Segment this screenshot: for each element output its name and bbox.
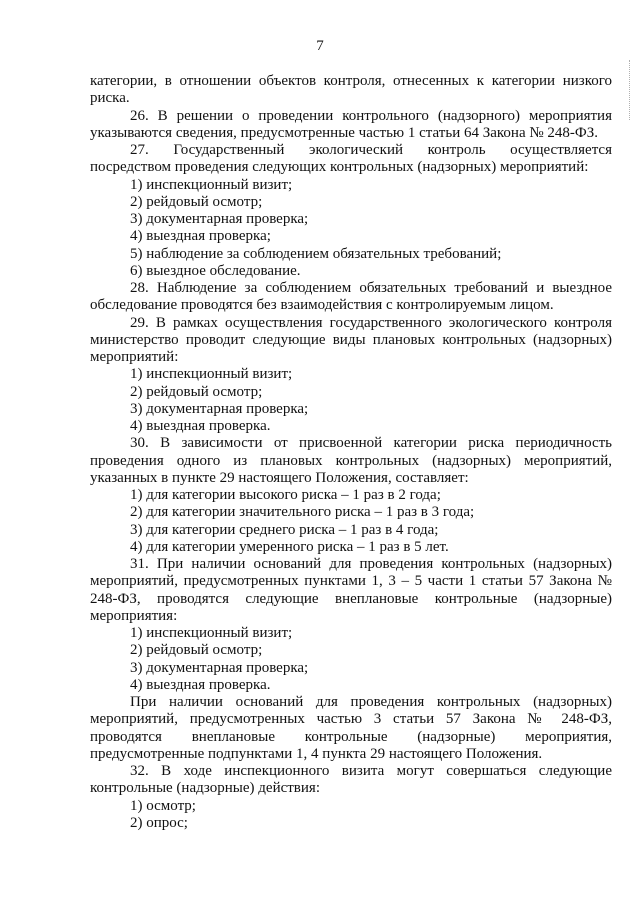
list-item: 4) выездная проверка. — [130, 418, 271, 434]
list-item: 5) наблюдение за соблюдением обязательных требований; — [130, 245, 502, 262]
paragraph-32: 32. В ходе инспекционного визита могут совершаться следующие контрольные (надзорные) действия: — [90, 763, 612, 797]
list-item: 1) инспекционный визит; — [130, 176, 293, 193]
list-item: 1) для категории высокого риска – 1 раз в 2 года; — [130, 487, 441, 503]
list-item: 4) выездная проверка; — [130, 228, 271, 245]
paragraph-27: 27. Государственный экологический контроль осуществляется посредством проведения следующих контрольных (надзорных) мероприятий: — [90, 142, 612, 176]
paragraph-31: 31. При наличии оснований для проведения контрольных (надзорных) мероприятий, предусмотренных пунктами 1, 3 – 5 части 1 статьи 57 Закона № 248-ФЗ, проводятся следующие внеплановые контрольные (надзорные) мероприятия: — [90, 556, 612, 624]
margin-stamp — [629, 60, 636, 120]
list-item: 1) инспекционный визит; — [130, 366, 293, 383]
list-item: 6) выездное обследование. — [130, 262, 301, 279]
list-item: 3) документарная проверка; — [130, 211, 309, 227]
list-item: 2) рейдовый осмотр; — [130, 642, 263, 659]
list-item: 3) для категории среднего риска – 1 раз в 4 года; — [130, 521, 439, 538]
list-item: 3) документарная проверка; — [130, 400, 309, 417]
paragraph-26: 26. В решении о проведении контрольного (надзорного) мероприятия указываются сведения, предусмотренные частью 1 статьи 64 Закона № 248-ФЗ. — [90, 107, 612, 141]
list-item: 1) инспекционный визит; — [130, 625, 293, 641]
list-item: 4) для категории умеренного риска – 1 раз в 5 лет. — [130, 538, 449, 555]
paragraph-unplanned: При наличии оснований для проведения контрольных (надзорных) мероприятий, предусмотренных частью 3 статьи 57 Закона № 248-ФЗ, проводятся внеплановые контрольные (надзорные) мероприятия, предусмотренные подпунктами 1, 4 пункта 29 настоящего Положения. — [90, 694, 612, 762]
paragraph-30: 30. В зависимости от присвоенной категории риска периодичность проведения одного из плановых контрольных (надзорных) мероприятий, указанных в пункте 29 настоящего Положения, составляет: — [90, 435, 612, 486]
list-item: 4) выездная проверка. — [130, 676, 271, 693]
list-item: 2) рейдовый осмотр; — [130, 193, 263, 210]
list-item: 2) для категории значительного риска – 1 раз в 3 года; — [130, 504, 475, 521]
page-number: 7 — [316, 38, 324, 54]
list-item: 3) документарная проверка; — [130, 659, 309, 676]
paragraph-continuation: категории, в отношении объектов контроля, отнесенных к категории низкого риска. — [90, 73, 612, 107]
document-body — [90, 73, 612, 832]
list-item: 1) осмотр; — [130, 797, 196, 814]
list-item: 2) опрос; — [130, 814, 188, 831]
list-item: 2) рейдовый осмотр; — [130, 383, 263, 400]
paragraph-28: 28. Наблюдение за соблюдением обязательных требований и выездное обследование проводятся без взаимодействия с контролируемым лицом. — [90, 280, 612, 314]
paragraph-29: 29. В рамках осуществления государственного экологического контроля министерство проводит следующие виды плановых контрольных (надзорных) мероприятий: — [90, 314, 612, 365]
